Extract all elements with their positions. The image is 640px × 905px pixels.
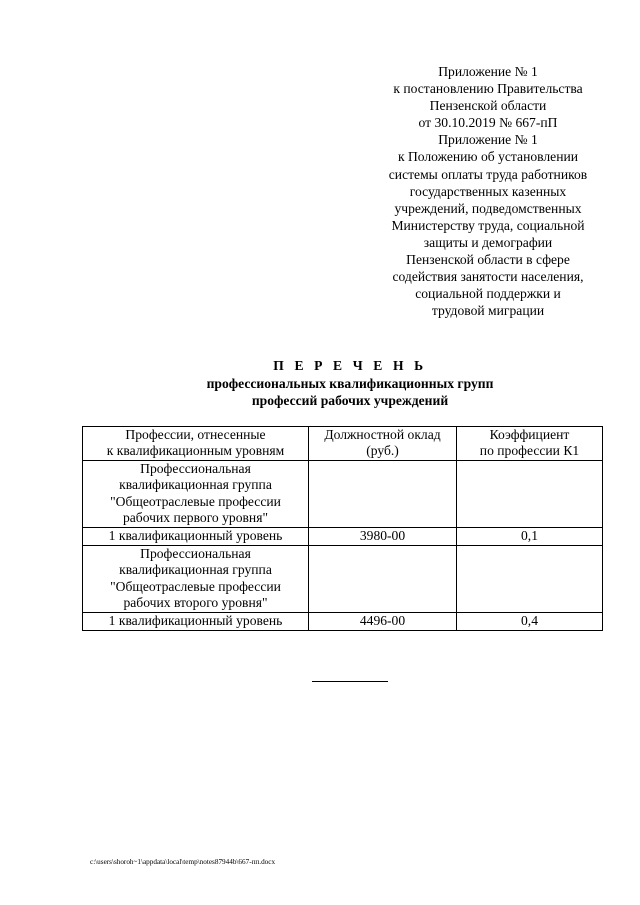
appendix-line: к Положению об установлении	[397, 149, 579, 165]
table-row	[83, 528, 603, 546]
appendix-line: Приложение № 1	[438, 132, 538, 148]
table-row	[83, 546, 603, 613]
empty-cell	[457, 461, 603, 528]
header-text: Коэффициент	[489, 427, 570, 442]
group-text: рабочих первого уровня"	[122, 510, 269, 526]
empty-cell	[309, 546, 457, 613]
table-header-row	[83, 427, 603, 461]
appendix-line: социальной поддержки и	[415, 286, 561, 302]
header-text: Должностной оклад	[324, 427, 441, 442]
document-title	[80, 357, 620, 410]
table-row	[83, 461, 603, 528]
level-cell: 1 квалификационный уровень	[83, 613, 309, 631]
appendix-line: трудовой миграции	[431, 303, 545, 319]
table-row	[83, 613, 603, 631]
group-text: квалификационная группа	[119, 562, 272, 578]
header-text: к квалификационным уровням	[106, 443, 285, 459]
empty-cell	[309, 461, 457, 528]
closing-rule	[312, 681, 388, 682]
header-coefficient	[457, 427, 603, 461]
title-heading: П Е Р Е Ч Е Н Ь	[273, 358, 427, 373]
group-text: "Общеотраслевые профессии	[110, 578, 281, 594]
appendix-note	[372, 63, 604, 319]
group-cell	[83, 546, 309, 613]
appendix-line: Пензенской области	[429, 98, 547, 114]
level-cell: 1 квалификационный уровень	[83, 528, 309, 546]
group-cell	[83, 461, 309, 528]
group-text: квалификационная группа	[119, 477, 272, 493]
coefficient-cell: 0,4	[457, 613, 603, 631]
appendix-line: государственных казенных	[409, 183, 567, 199]
group-text: Профессиональная	[140, 546, 251, 561]
appendix-line: содействия занятости населения,	[392, 269, 584, 285]
appendix-line: к постановлению Правительства	[393, 81, 583, 97]
header-professions	[83, 427, 309, 461]
qualification-table	[82, 426, 603, 631]
coefficient-cell: 0,1	[457, 528, 603, 546]
salary-cell: 4496-00	[309, 613, 457, 631]
header-salary	[309, 427, 457, 461]
salary-cell: 3980-00	[309, 528, 457, 546]
file-path-footer: c:\users\shoroh~1\appdata\local\temp\notes87944b\667-пп.docx	[90, 858, 276, 866]
appendix-line: от 30.10.2019 № 667-пП	[418, 115, 558, 131]
title-line: профессий рабочих учреждений	[251, 393, 449, 408]
group-text: "Общеотраслевые профессии	[110, 493, 281, 509]
header-text: (руб.)	[366, 443, 399, 459]
header-text: Профессии, отнесенные	[125, 427, 266, 442]
appendix-line: Министерству труда, социальной	[391, 217, 585, 233]
group-text: Профессиональная	[140, 461, 251, 476]
title-line: профессиональных квалификационных групп	[206, 375, 494, 391]
appendix-line: учреждений, подведомственных	[394, 200, 582, 216]
empty-cell	[457, 546, 603, 613]
appendix-line: Пензенской области в сфере	[406, 252, 570, 268]
appendix-line: системы оплаты труда работников	[388, 166, 588, 182]
appendix-line: Приложение № 1	[438, 64, 538, 79]
appendix-line: защиты и демографии	[423, 234, 553, 250]
header-text: по профессии К1	[479, 443, 580, 459]
group-text: рабочих второго уровня"	[123, 595, 268, 611]
